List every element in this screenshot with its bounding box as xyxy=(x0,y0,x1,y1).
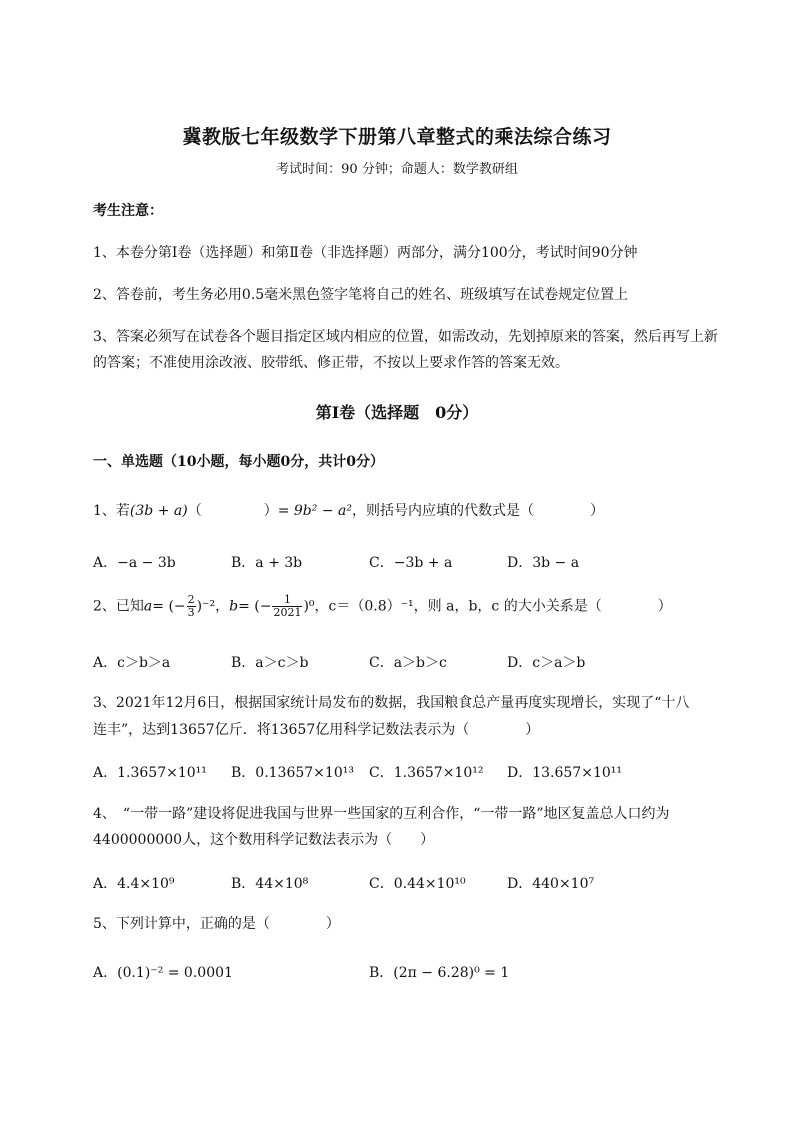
q1-option-c: C．−3b + a xyxy=(369,555,453,571)
q2-c-part: c＝（0.8）⁻¹，则 a，b，c 的大小关系是（ ） xyxy=(328,598,672,615)
q5-option-a: A．(0.1)⁻² = 0.0001 xyxy=(93,965,233,981)
question-1 xyxy=(93,500,604,520)
q3-option-c: C．1.3657×10¹² xyxy=(369,765,484,781)
q2-a-denominator: 3 xyxy=(187,606,195,619)
question-2 xyxy=(93,594,672,619)
q2-a-eq: = (− xyxy=(152,598,186,615)
q2-option-c: C．a＞b＞c xyxy=(369,655,447,671)
q2-b-power: )⁰ xyxy=(303,598,315,615)
q1-option-b: B．a + 3b xyxy=(231,555,303,571)
section-title: 第Ⅰ卷（选择题 0分） xyxy=(315,403,479,422)
question-3-line-1: 3、2021年12月6日，根据国家统计局发布的数据，我国粮食总产量再度实现增长，实现了“十八 xyxy=(93,695,690,711)
q2-b-var: b xyxy=(229,598,239,615)
q2-a-fraction xyxy=(187,594,196,619)
q2-b-eq: = (− xyxy=(238,598,272,615)
page-subtitle: 考试时间：90 分钟；命题人：数学教研组 xyxy=(276,162,518,177)
q2-option-a: A．c＞b＞a xyxy=(93,655,171,671)
q3-option-d: D．13.657×10¹¹ xyxy=(507,765,622,781)
q2-a-var: a xyxy=(143,598,153,615)
q2-sep-2: ， xyxy=(314,598,329,615)
q2-lead: 2、已知 xyxy=(93,598,144,615)
q2-b-fraction xyxy=(272,594,302,619)
q2-option-d: D．c＞a＞b xyxy=(507,655,586,671)
q4-option-c: C．0.44×10¹⁰ xyxy=(369,876,466,892)
q1-paren-open: （ xyxy=(187,503,202,519)
q2-a-numerator: 2 xyxy=(187,593,195,606)
question-3-line-2: 连丰”，达到13657亿斤．将13657亿用科学记数法表示为（ ） xyxy=(93,722,540,738)
q1-expr-right: = 9b² − a² xyxy=(277,503,352,519)
q4-option-b: B．44×10⁸ xyxy=(231,876,309,892)
q1-paren-close: ） xyxy=(263,503,278,519)
q2-b-denominator: 2021 xyxy=(273,606,302,619)
q1-option-a: A．−a − 3b xyxy=(93,555,176,571)
page-title: 冀教版七年级数学下册第八章整式的乘法综合练习 xyxy=(182,126,612,148)
q1-option-d: D．3b − a xyxy=(507,555,580,571)
q1-expr-left: (3b + a) xyxy=(129,503,188,519)
q3-option-a: A．1.3657×10¹¹ xyxy=(93,765,207,781)
note-line-3b: 的答案；不准使用涂改液、胶带纸、修正带，不按以上要求作答的答案无效。 xyxy=(93,355,569,371)
question-5-line-1: 5、下列计算中，正确的是（ ） xyxy=(93,916,340,932)
q4-option-a: A．4.4×10⁹ xyxy=(93,876,175,892)
question-4-line-2: 4400000000人，这个数用科学记数法表示为（ ） xyxy=(93,832,435,848)
notes-heading: 考生注意： xyxy=(93,203,163,219)
note-line-3a: 3、答案必须写在试卷各个题目指定区域内相应的位置，如需改动，先划掉原来的答案，然后再写上新 xyxy=(93,329,718,345)
q2-sep-1: ， xyxy=(215,598,230,615)
q2-option-b: B．a＞c＞b xyxy=(231,655,309,671)
q1-number: 1、若 xyxy=(93,503,130,519)
q4-option-d: D．440×10⁷ xyxy=(507,876,595,892)
q5-option-b: B．(2π − 6.28)⁰ = 1 xyxy=(369,965,510,981)
note-line-1: 1、本卷分第Ⅰ卷（选择题）和第Ⅱ卷（非选择题）两部分，满分100分，考试时间90分钟 xyxy=(93,245,638,261)
note-line-2: 2、答卷前，考生务必用0.5毫米黑色签字笔将自己的姓名、班级填写在试卷规定位置上 xyxy=(93,287,629,303)
q1-tail: ，则括号内应填的代数式是（ ） xyxy=(351,503,604,519)
q2-b-numerator: 1 xyxy=(272,594,302,607)
q3-option-b: B．0.13657×10¹³ xyxy=(231,765,354,781)
part-heading: 一、单选题（10小题，每小题0分，共计0分） xyxy=(93,454,384,470)
question-4-line-1: 4、 “一带一路”建设将促进我国与世界一些国家的互利合作，“一带一路”地区复盖总人口约为 xyxy=(93,806,670,822)
q2-a-power: )⁻² xyxy=(196,598,216,615)
